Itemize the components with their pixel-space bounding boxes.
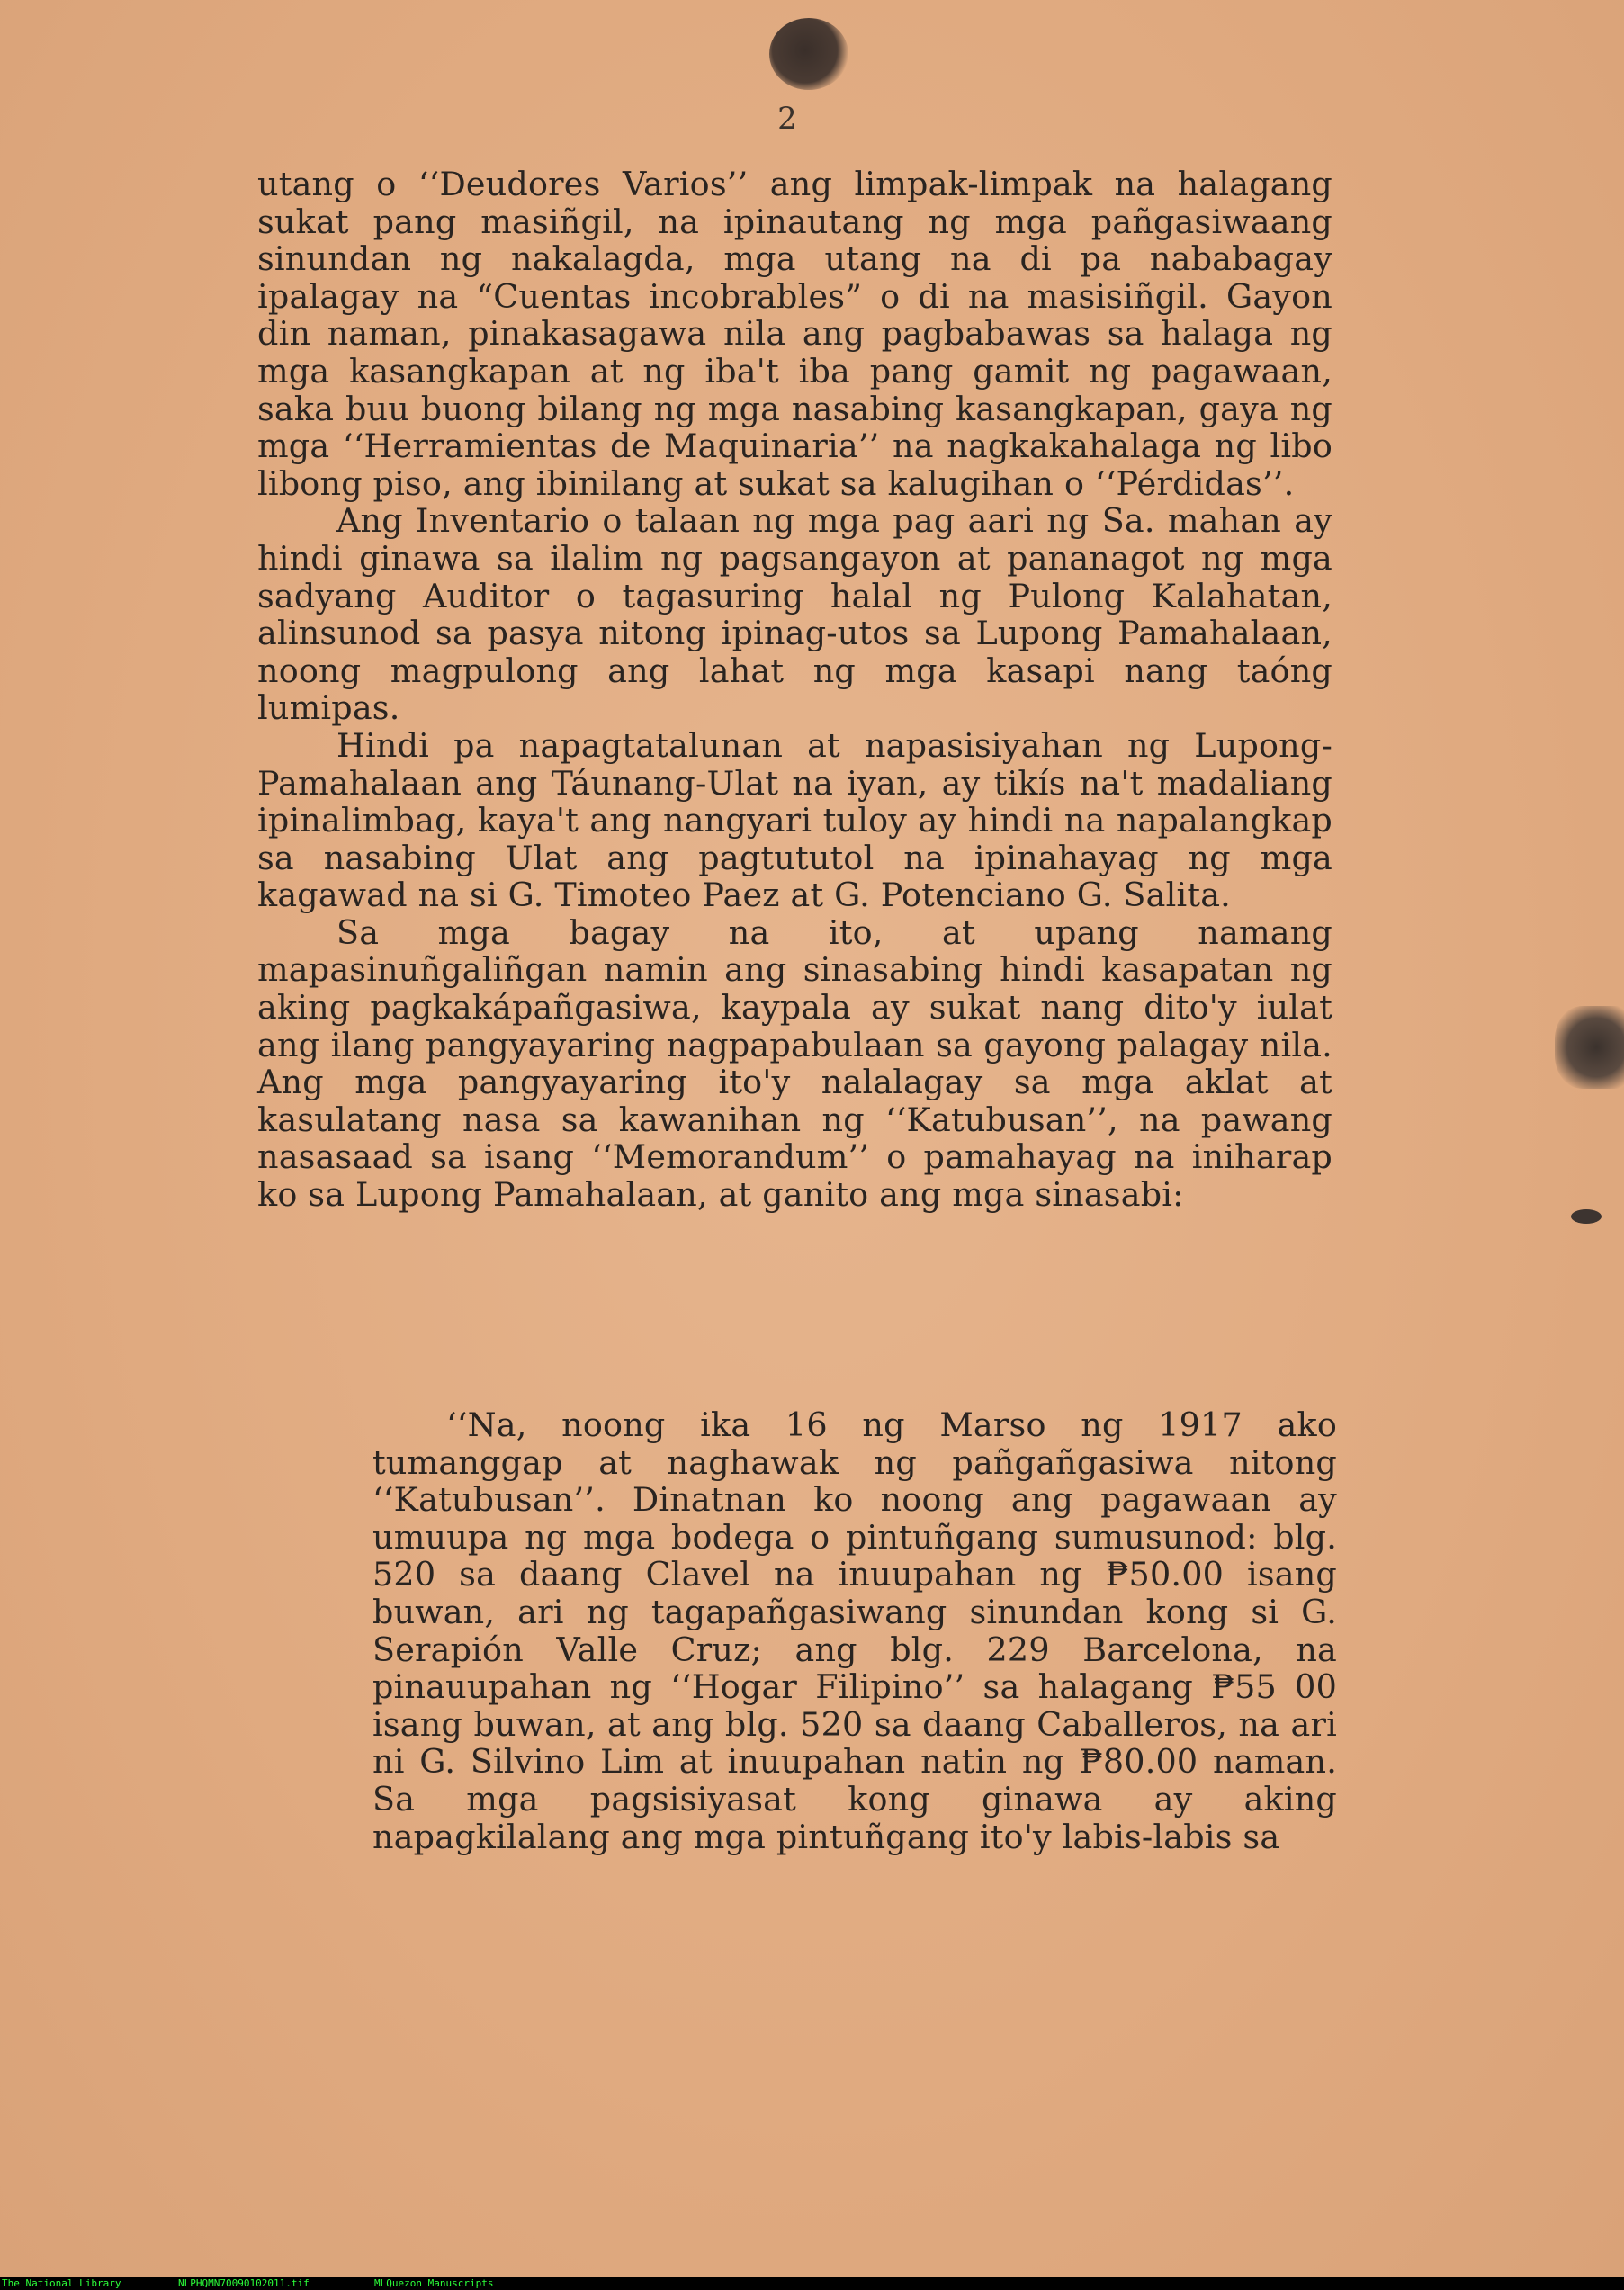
paragraph-1: utang o ‘‘Deudores Varios’’ ang limpak-limpak na halagang sukat pang masiñgil, na ipinautang ng mga pañgasiwaang sinundan ng nakalagda, mga utang na di pa nababagay ipalagay na “Cuentas incobrables” o di na masisiñgil. Gayon din naman, pinakasagawa nila ang pagbabawas sa halaga ng mga kasangkapan at ng iba't iba pang gamit ng pagawaan, saka buu buong bilang ng mga nasabing kasangkapan, gaya ng mga ‘‘Herramientas de Maquinaria’’ na nagkakahalaga ng libo libong piso, ang ibinilang at sukat sa kalugihan o ‘‘Pérdidas’’. bbox=[257, 165, 1332, 503]
quoted-memorandum: ‘‘Na, noong ika 16 ng Marso ng 1917 ako tumanggap at naghawak ng pañgañgasiwa nitong ‘‘Katubusan’’. Dinatnan ko noong ang pagawaan ay umuupa ng mga bodega o pintuñgang sumusunod: blg. 520 sa daang Clavel na inuupahan ng ₱50.00 isang buwan, ari ng tagapañgasiwang sinundan kong si G. Serapión Valle Cruz; ang blg. 229 Barcelona, na pinauupahan ng ‘‘Hogar Filipino’’ sa halagang ₱55 00 isang buwan, at ang blg. 520 sa daang Caballeros, na ari ni G. Silvino Lim at inuupahan natin ng ₱80.00 naman. Sa mga pagsisiyasat kong ginawa ay aking napagkilalang ang mga pintuñgang ito'y labis-labis sa bbox=[372, 1405, 1337, 1856]
page-number: 2 bbox=[777, 101, 797, 137]
page-edge-mark bbox=[1571, 1209, 1602, 1224]
paragraph-2: Ang Inventario o talaan ng mga pag aari ng Sa. mahan ay hindi ginawa sa ilalim ng pagsangayon at pananagot ng mga sadyang Auditor o tagasuring halal ng Pulong Kalahatan, alinsunod sa pasya nitong ipinag-utos sa Lupong Pamahalaan, noong magpulong ang lahat ng mga kasapi nang taóng lumipas. bbox=[257, 501, 1332, 728]
footer-collection: MLQuezon Manuscripts bbox=[374, 2277, 494, 2289]
scan-footer-bar bbox=[0, 2277, 1624, 2290]
page-edge-stain bbox=[1555, 1006, 1624, 1089]
binding-hole bbox=[769, 18, 848, 90]
paragraph-3: Hindi pa napagtatalunan at napasisiyahan ng Lupong-Pamahalaan ang Táunang-Ulat na iyan, ay tikís na't madaliang ipinalimbag, kaya't ang nangyari tuloy ay hindi na napalangkap sa nasabing Ulat ang pagtututol na ipinahayag ng mga kagawad na si G. Timoteo Paez at G. Potenciano G. Salita. bbox=[257, 725, 1332, 915]
body-text bbox=[257, 166, 1332, 1214]
footer-file-name: NLPHQMN70090102011.tif bbox=[178, 2277, 310, 2289]
paragraph-4: Sa mga bagay na ito, at upang namang mapasinuñgaliñgan namin ang sinasabing hindi kasapatan ng aking pagkakápañgasiwa, kaypala ay sukat nang dito'y iulat ang ilang pangyayaring nagpapabulaan sa gayong palagay nila. Ang mga pangyayaring ito'y nalalagay sa mga aklat at kasulatang nasa sa kawanihan ng ‘‘Katubusan’’, na pawang nasasaad sa isang ‘‘Memorandum’’ o pamahayag na iniharap ko sa Lupong Pamahalaan, at ganito ang mga sinasabi: bbox=[257, 912, 1332, 1215]
footer-institution: The National Library bbox=[2, 2277, 121, 2289]
